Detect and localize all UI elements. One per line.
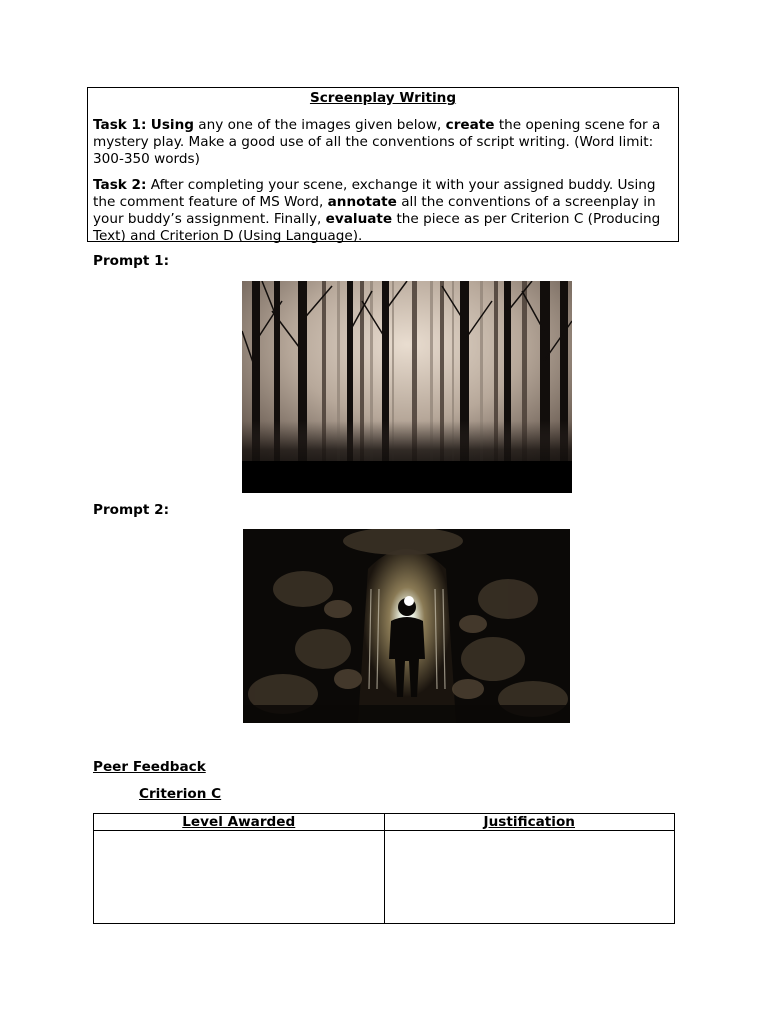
task-2-label: Task 2: xyxy=(93,177,147,193)
task-2-text-a: After completing your scene, exchange it with your assigned buddy. Using the comment feature of MS Word, xyxy=(93,177,656,210)
task-1-keyword-using: Using xyxy=(150,117,194,133)
task-2-keyword-annotate: annotate xyxy=(327,194,397,210)
column-header-level-awarded: Level Awarded xyxy=(94,814,385,831)
justification-cell[interactable] xyxy=(384,831,675,924)
task-1-paragraph xyxy=(93,117,673,168)
task-instructions-box xyxy=(87,87,679,242)
task-1-keyword-create: create xyxy=(445,117,495,133)
cave-tunnel-silhouette-image xyxy=(243,529,570,723)
prompt-2-label: Prompt 2: xyxy=(93,502,170,518)
task-1-text-a: any one of the images given below, xyxy=(193,117,446,133)
document-title: Screenplay Writing xyxy=(309,90,457,106)
misty-forest-image xyxy=(242,281,572,493)
level-awarded-cell[interactable] xyxy=(94,831,385,924)
task-2-text-c: the piece as per Criterion C (Producing Text) and Criterion D (Using Language). xyxy=(93,211,661,244)
table-row xyxy=(94,831,675,924)
prompt-1-label: Prompt 1: xyxy=(93,253,170,269)
task-2-text-b: all the conventions of a screenplay in your buddy’s assignment. Finally, xyxy=(93,194,656,227)
table-header-row xyxy=(94,814,675,831)
task-2-paragraph xyxy=(93,177,673,245)
peer-feedback-heading: Peer Feedback xyxy=(93,759,206,775)
peer-feedback-table xyxy=(93,813,675,924)
column-header-justification: Justification xyxy=(384,814,675,831)
task-1-text-b: the opening scene for a mystery play. Make a good use of all the conventions of script writing. (Word limit: 300-350 words) xyxy=(93,117,661,167)
criterion-c-heading: Criterion C xyxy=(139,786,222,802)
task-2-keyword-evaluate: evaluate xyxy=(325,211,393,227)
task-1-label: Task 1: xyxy=(93,117,147,133)
